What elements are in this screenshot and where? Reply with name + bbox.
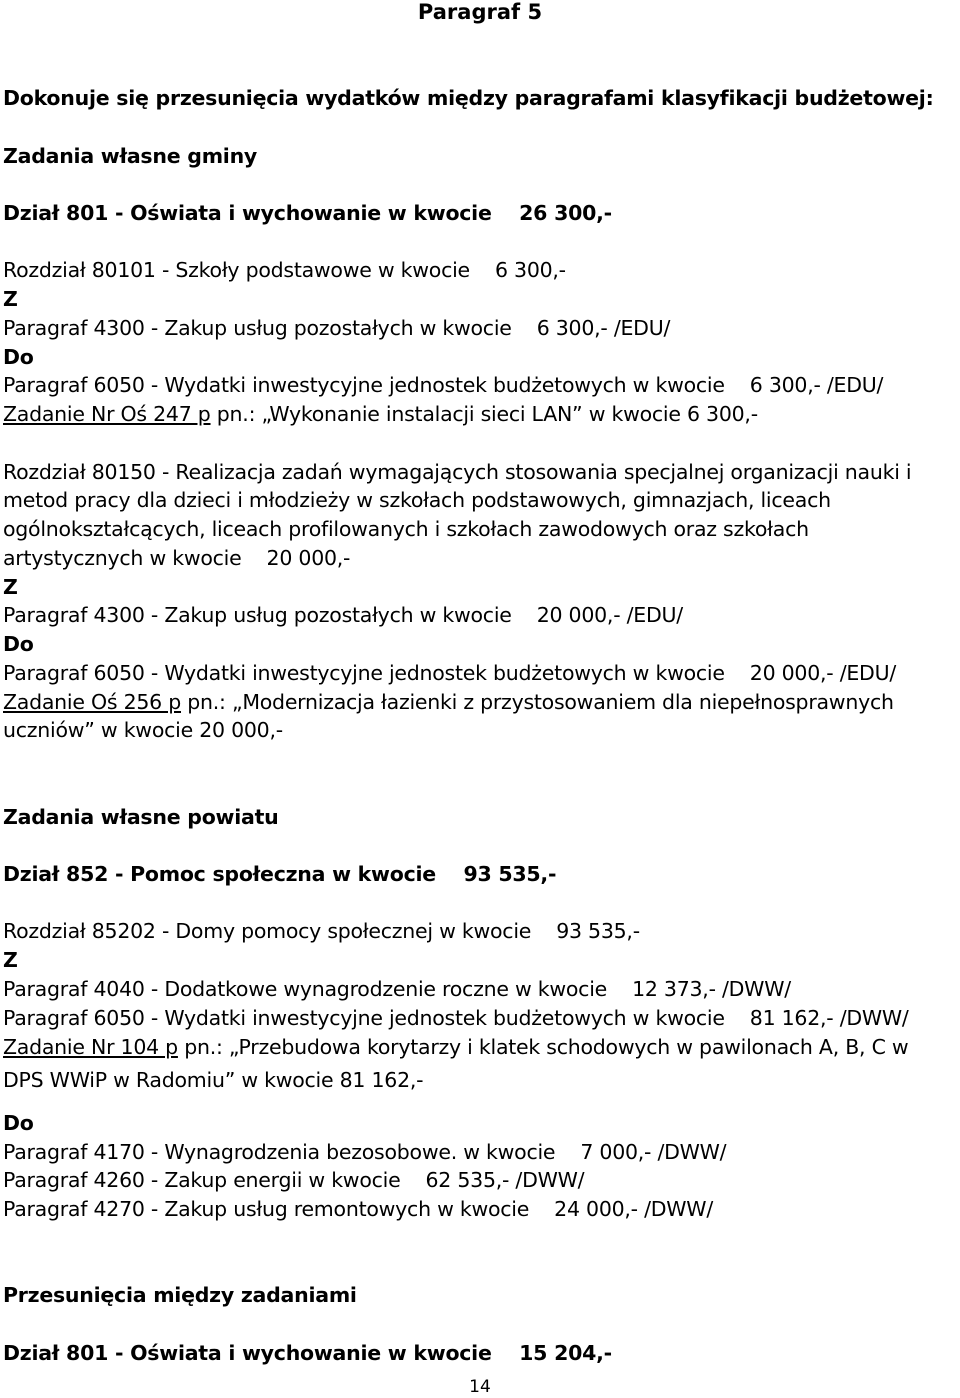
task-link-256[interactable]: Zadanie Oś 256 p (3, 690, 181, 714)
paragraph-title: Paragraf 5 (417, 0, 543, 24)
section-heading-gmina: Zadania własne gminy (3, 144, 258, 168)
rozdzial-80150-line4: artystycznych w kwocie 20 000,- (3, 546, 351, 570)
to-paragraf-6050: Paragraf 6050 - Wydatki inwestycyjne jednostek budżetowych w kwocie 20 000,- /EDU/ (3, 661, 897, 685)
dzial-801-przesuniecia: Dział 801 - Oświata i wychowanie w kwocie 15 204,- (3, 1341, 612, 1365)
rozdzial-85202: Rozdział 85202 - Domy pomocy społecznej w kwocie 93 535,- (3, 919, 640, 943)
to-paragraf-4260: Paragraf 4260 - Zakup energii w kwocie 62 535,- /DWW/ (3, 1168, 585, 1192)
dzial-852: Dział 852 - Pomoc społeczna w kwocie 93 535,- (3, 862, 557, 886)
section-heading-powiat: Zadania własne powiatu (3, 805, 279, 829)
intro-text: Dokonuje się przesunięcia wydatków między paragrafami klasyfikacji budżetowej: (3, 86, 934, 110)
task-text-256: pn.: „Modernizacja łazienki z przystosowaniem dla niepełnosprawnych (181, 690, 894, 714)
rozdzial-80150-line3: ogólnokształcących, liceach profilowanych i szkołach zawodowych oraz szkołach (3, 517, 809, 541)
to-marker: Do (3, 1111, 34, 1135)
to-paragraf-4270: Paragraf 4270 - Zakup usług remontowych w kwocie 24 000,- /DWW/ (3, 1197, 713, 1221)
task-text-256-cont: uczniów” w kwocie 20 000,- (3, 718, 283, 742)
to-paragraf-6050: Paragraf 6050 - Wydatki inwestycyjne jednostek budżetowych w kwocie 6 300,- /EDU/ (3, 373, 884, 397)
from-paragraf-6050: Paragraf 6050 - Wydatki inwestycyjne jednostek budżetowych w kwocie 81 162,- /DWW/ (3, 1006, 909, 1030)
task-link-247[interactable]: Zadanie Nr Oś 247 p (3, 402, 211, 426)
task-text-247: pn.: „Wykonanie instalacji sieci LAN” w kwocie 6 300,- (210, 402, 758, 426)
task-line-104 (3, 1035, 908, 1059)
from-paragraf-4300: Paragraf 4300 - Zakup usług pozostałych w kwocie 6 300,- /EDU/ (3, 316, 671, 340)
section-heading-przesuniecia: Przesunięcia między zadaniami (3, 1283, 357, 1307)
from-marker: Z (3, 287, 18, 311)
rozdzial-80101: Rozdział 80101 - Szkoły podstawowe w kwocie 6 300,- (3, 258, 566, 282)
rozdzial-80150-line2: metod pracy dla dzieci i młodzieży w szkołach podstawowych, gimnazjach, liceach (3, 488, 831, 512)
task-line-256 (3, 690, 894, 714)
from-marker: Z (3, 575, 18, 599)
to-paragraf-4170: Paragraf 4170 - Wynagrodzenia bezosobowe. w kwocie 7 000,- /DWW/ (3, 1140, 727, 1164)
to-marker: Do (3, 632, 34, 656)
to-marker: Do (3, 345, 34, 369)
page-number: 14 (469, 1377, 491, 1397)
task-link-104[interactable]: Zadanie Nr 104 p (3, 1035, 178, 1059)
from-paragraf-4040: Paragraf 4040 - Dodatkowe wynagrodzenie roczne w kwocie 12 373,- /DWW/ (3, 977, 791, 1001)
task-text-104: pn.: „Przebudowa korytarzy i klatek schodowych w pawilonach A, B, C w (177, 1035, 909, 1059)
from-marker: Z (3, 948, 18, 972)
from-paragraf-4300: Paragraf 4300 - Zakup usług pozostałych w kwocie 20 000,- /EDU/ (3, 603, 683, 627)
task-text-104-cont: DPS WWiP w Radomiu” w kwocie 81 162,- (3, 1068, 424, 1092)
rozdzial-80150-line1: Rozdział 80150 - Realizacja zadań wymagających stosowania specjalnej organizacji nauki i (3, 460, 912, 484)
dzial-801: Dział 801 - Oświata i wychowanie w kwocie 26 300,- (3, 201, 612, 225)
task-line-247 (3, 402, 758, 426)
